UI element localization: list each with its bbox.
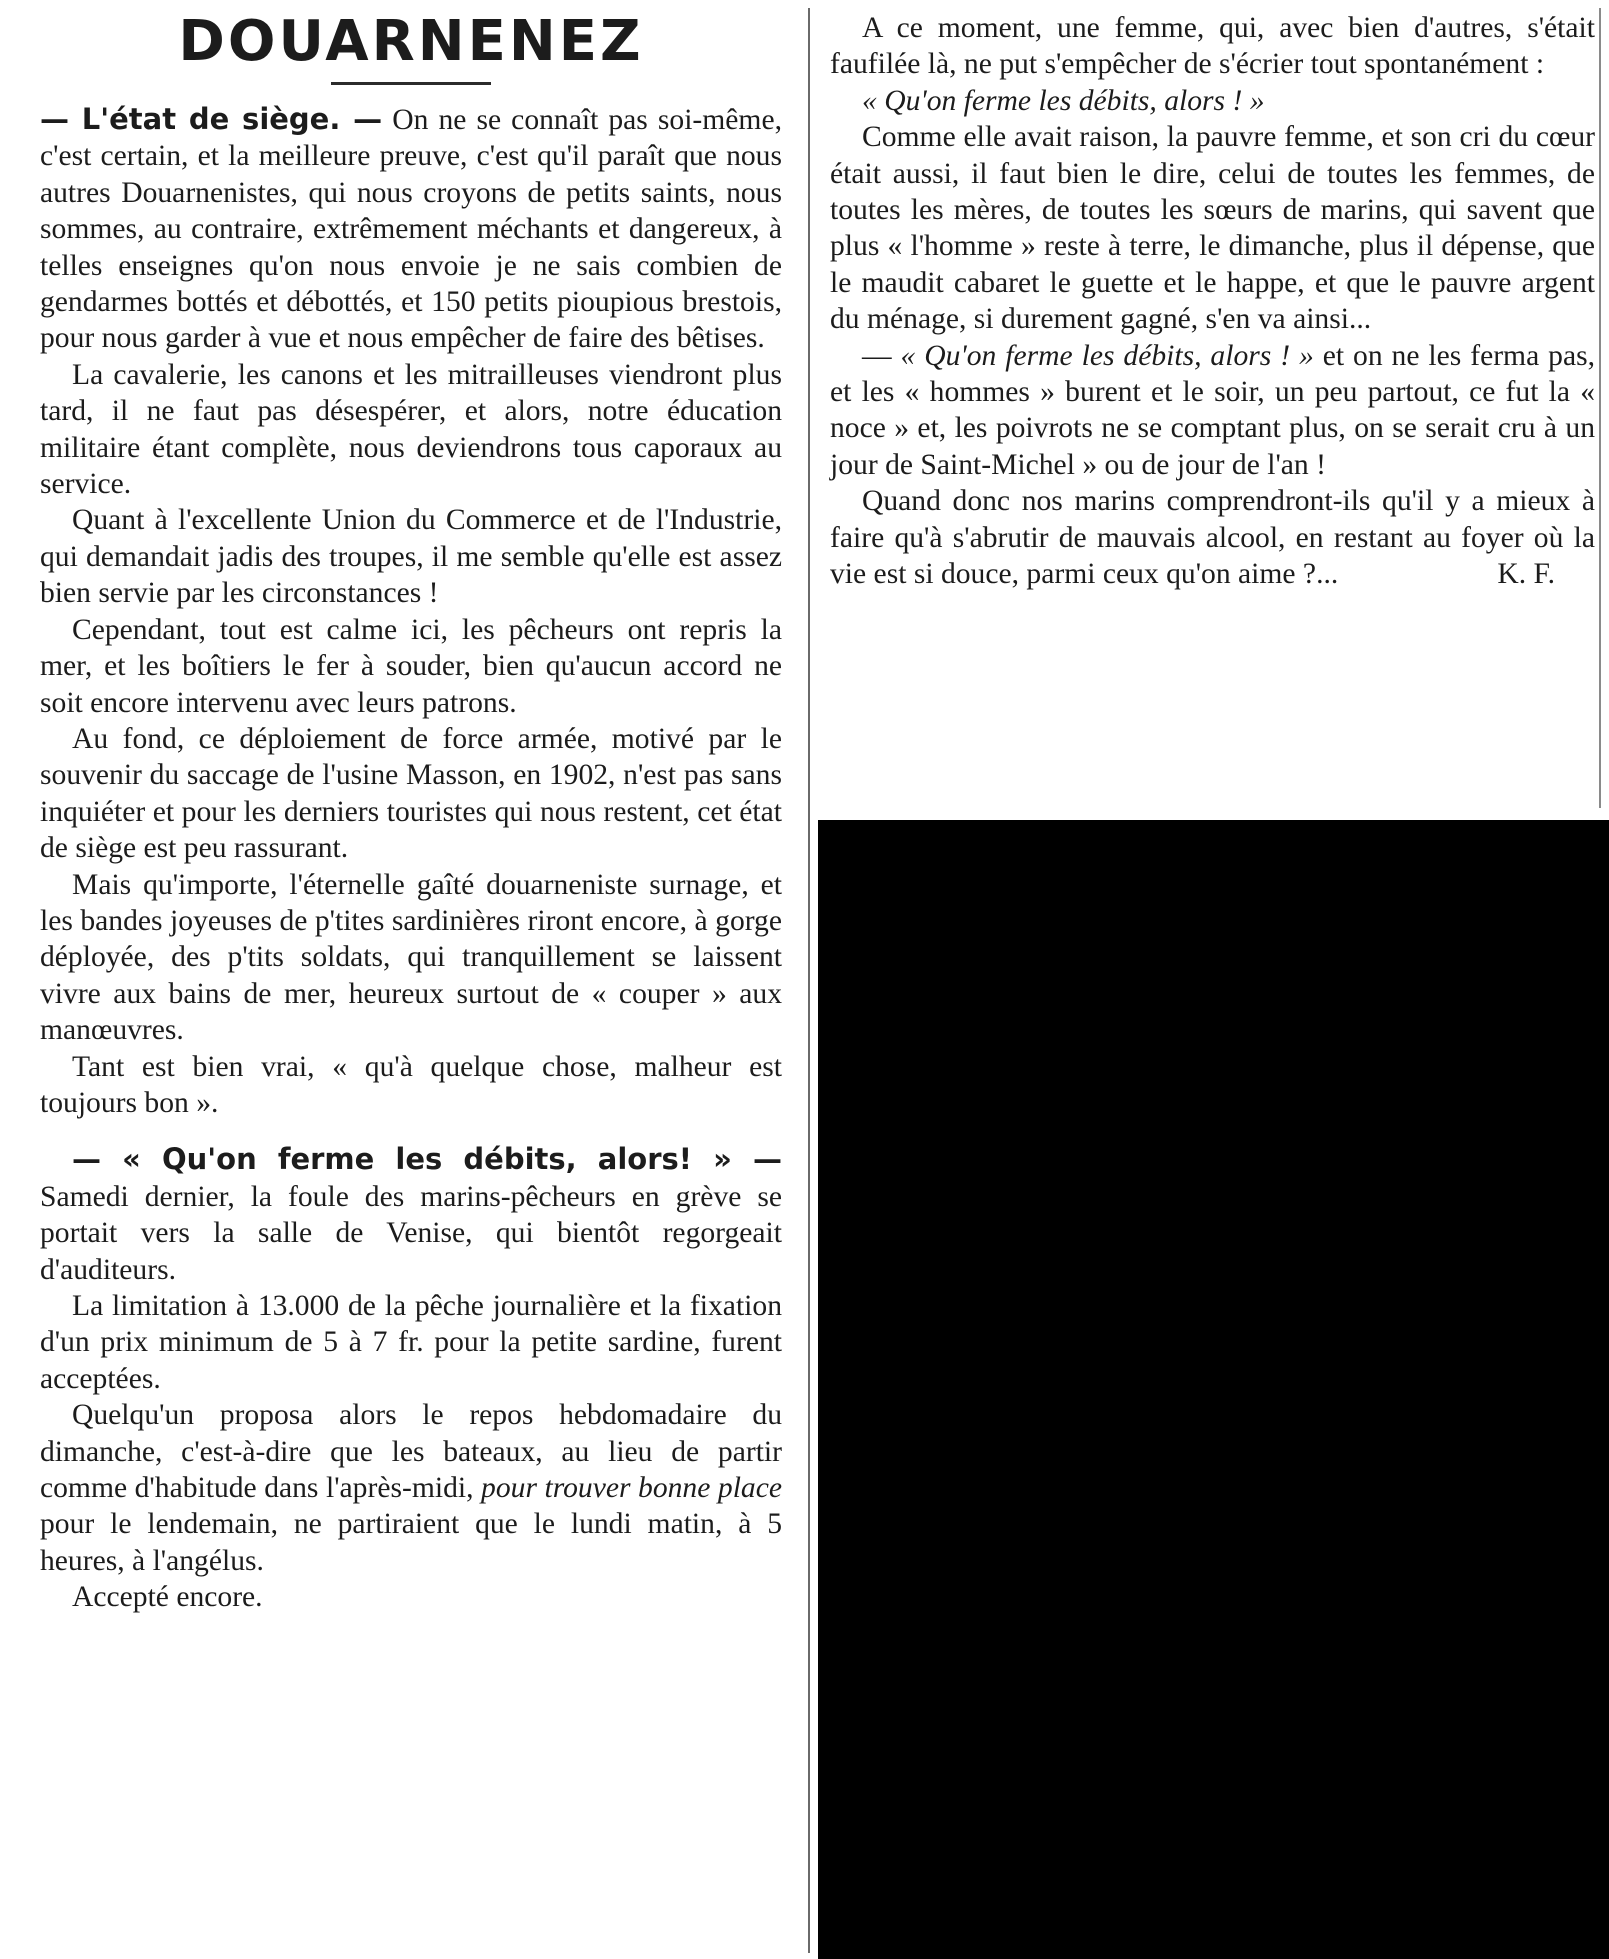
section2-paragraph-7: Comme elle avait raison, la pauvre femme, et son cri du cœur était aussi, il faut bien le dire, celui de toutes les femmes, de toutes les mères, de toutes les sœurs de marins, qui savent que plus « l'homme » reste à terre, le dimanche, plus il dépense, que le maudit cabaret le guette et le happe, et que le pauvre argent du ménage, si durement gagné, s'en va ainsi... — [830, 121, 1595, 336]
section2-italic-phrase: pour trouver bonne place — [481, 1472, 782, 1505]
section2-text-3b: pour le lendemain, ne partiraient que le lundi matin, à 5 heures, à l'angélus. — [40, 1508, 782, 1577]
section1-heading: — L'état de siège. — — [40, 102, 383, 136]
article-title: DOUARNENEZ — [178, 9, 644, 74]
section2-quote-2: « Qu'on ferme les débits, alors ! » — [900, 339, 1314, 372]
section2-paragraph-8 — [830, 338, 1595, 484]
section1-paragraph-5: Au fond, ce déploiement de force armée, motivé par le souvenir du saccage de l'usine Masson, en 1902, n'est pas sans inquiéter et pour les derniers touristes qui nous restent, cet état de siège est peu rassurant. — [40, 722, 782, 865]
right-column — [818, 0, 1605, 593]
section2-text-9: Quand donc nos marins comprendront-ils qu'il y a mieux à faire qu'à s'abrutir de mauvais alcool, en restant au foyer où la vie est si douce, parmi ceux qu'on aime ?... — [830, 485, 1595, 591]
section2-heading: — « Qu'on ferme les débits, alors! » — — [72, 1142, 782, 1177]
section2-text-1: Samedi dernier, la foule des marins-pêcheurs en grève se portait vers la salle de Venise, qui bientôt regorgeait d'auditeurs. — [40, 1180, 782, 1286]
section2-paragraph-3 — [40, 1397, 782, 1579]
blacked-out-area — [818, 820, 1609, 1959]
section2-paragraph-4: Accepté encore. — [72, 1581, 263, 1614]
section1-paragraph-1 — [40, 101, 782, 357]
section1-paragraph-6: Mais qu'importe, l'éternelle gaîté douarneniste surnage, et les bandes joyeuses de p'tites sardinières riront encore, à gorge déployée, des p'tits soldats, qui tranquillement se laissent vivre aux bains de mer, heureux surtout de « couper » aux manœuvres. — [40, 868, 782, 1047]
section2-dash: — — [862, 339, 901, 372]
signature: K. F. — [1497, 558, 1555, 591]
section2-paragraph-2: La limitation à 13.000 de la pêche journalière et la fixation d'un prix minimum de 5 à 7 fr. pour la petite sardine, furent acceptées. — [40, 1290, 782, 1395]
section1-paragraph-2: La cavalerie, les canons et les mitrailleuses viendront plus tard, il ne faut pas désespérer, et alors, notre éducation militaire étant complète, nous deviendrons tous caporaux au service. — [40, 358, 782, 501]
title-rule — [331, 82, 491, 85]
section1-paragraph-7: Tant est bien vrai, « qu'à quelque chose, malheur est toujours bon ». — [40, 1050, 782, 1119]
section1-paragraph-3: Quant à l'excellente Union du Commerce et de l'Industrie, qui demandait jadis des troupes, il me semble qu'elle est assez bien servie par les circonstances ! — [40, 504, 782, 610]
section1-text-1: On ne se connaît pas soi-même, c'est certain, et la meilleure preuve, c'est qu'il paraît que nous autres Douarnenistes, qui nous croyons de petits saints, nous sommes, au contraire, extrêmement méchants et dangereux, à telles enseignes qu'on nous envoie je ne sais combien de gendarmes bottés et débottés, et 150 petits pioupious brestois, pour nous garder à vue et nous empêcher de faire des bêtises. — [40, 104, 782, 355]
section2-text-8: et on ne les ferma pas, et les « hommes » burent et le soir, un peu partout, ce fut la « noce » et, les poivrots ne se comptant plus, on se serait cru à un jour de Saint-Michel » ou de jour de l'an ! — [830, 339, 1595, 481]
section1-paragraph-4: Cependant, tout est calme ici, les pêcheurs ont repris la mer, et les boîtiers le fer à souder, bien qu'aucun accord ne soit encore intervenu avec leurs patrons. — [40, 613, 782, 719]
left-column — [0, 0, 800, 1616]
section2-text-3a: Quelqu'un proposa alors le repos hebdomadaire du dimanche, c'est-à-dire que les bateaux, au lieu de partir comme d'habitude dans l'après-midi, — [40, 1399, 782, 1505]
column-rule — [808, 8, 810, 1953]
section2-quote: « Qu'on ferme les débits, alors ! » — [862, 84, 1265, 117]
section2-paragraph-9 — [830, 483, 1595, 592]
section2-paragraph-5: A ce moment, une femme, qui, avec bien d'autres, s'était faufilée là, ne put s'empêcher de s'écrier tout spontanément : — [830, 12, 1595, 81]
section2-heading-line — [40, 1141, 782, 1288]
